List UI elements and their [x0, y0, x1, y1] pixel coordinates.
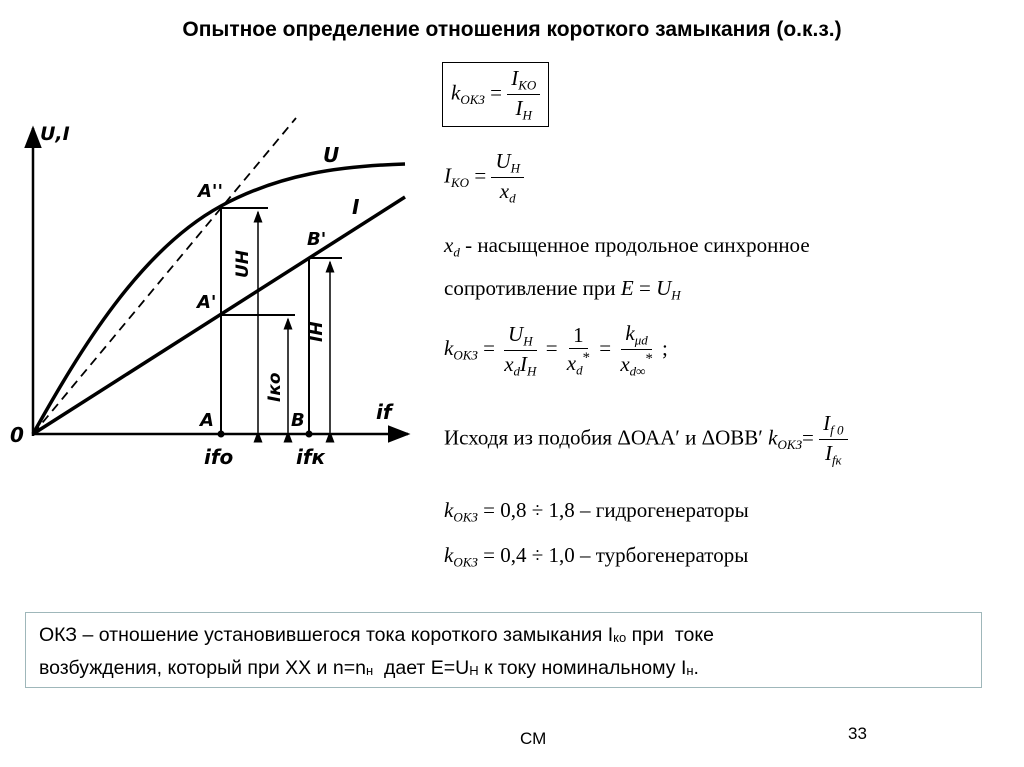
curve-u: [33, 164, 405, 434]
page-number: 33: [848, 724, 867, 743]
dim-uh-label: UH: [233, 249, 253, 278]
sub-fk: fк: [831, 452, 842, 468]
xd-description-line1: [444, 233, 810, 261]
symbol-k: k: [444, 336, 454, 361]
symbol-i: I: [824, 441, 832, 466]
sub-d: d: [576, 362, 583, 378]
def-sub-i: н: [686, 663, 694, 678]
fraction: [563, 324, 594, 377]
range-turbo: [444, 543, 748, 571]
symbol-i: I: [823, 411, 831, 435]
xd-description-line2: [444, 276, 681, 304]
symbol-u: U: [656, 276, 672, 300]
sub-h: H: [527, 363, 537, 379]
curve-i-label: I: [352, 195, 360, 219]
symbol-x: x: [499, 179, 510, 204]
def-line2-a: возбуждения, который при ХХ и n=n: [39, 657, 366, 679]
dim-iko-label: Iко: [265, 372, 285, 402]
y-axis-label: U,I: [40, 123, 70, 145]
sub-h: H: [510, 160, 521, 176]
semicolon: ;: [662, 336, 668, 361]
xd-description-text: - насыщенное продольное синхронное: [465, 233, 810, 257]
def-sub-ko: ко: [613, 630, 627, 645]
sub-d-inf: d∞: [629, 363, 646, 379]
symbol-u: U: [508, 321, 524, 346]
definition-line1: [39, 620, 969, 653]
fraction: [507, 67, 540, 122]
sub-h: H: [523, 333, 533, 349]
symbol-e: E: [620, 276, 634, 300]
def-sub-u: Н: [469, 663, 479, 678]
symbol-i: I: [444, 163, 451, 188]
symbol-x: x: [566, 350, 577, 375]
point-b-label: B: [291, 410, 305, 431]
equals: =: [802, 425, 814, 450]
tick-if0-label: ifo: [204, 445, 234, 469]
curve-u-label: U: [323, 143, 340, 167]
equals: =: [490, 80, 502, 105]
xd-description-text2: сопротивление при: [444, 276, 616, 300]
formula-similarity: [444, 412, 848, 467]
def-line2-b: дает E=U: [373, 657, 470, 679]
sub-okz: OKЗ: [460, 92, 485, 108]
sub-f0: f 0: [830, 422, 844, 438]
fraction: [616, 322, 656, 378]
slide-title: Опытное определение отношения короткого замыкания (о.к.з.): [182, 18, 842, 41]
dim-ih-label: IH: [307, 321, 327, 342]
symbol-k: k: [625, 321, 635, 345]
footer-label: СМ: [520, 729, 547, 748]
def-sub-n: н: [365, 663, 374, 678]
symbol-k: k: [451, 80, 461, 105]
air-gap-line: [33, 118, 296, 434]
definition-line2: [39, 653, 969, 686]
similarity-text: Исходя из подобия ΔОАА′ и ΔОВВ′: [444, 425, 763, 450]
equals: =: [545, 336, 558, 361]
formula-iko: [444, 150, 524, 205]
symbol-i: I: [520, 351, 528, 376]
tick-point-if0: [218, 431, 225, 438]
tick-ifk-label: ifк: [296, 445, 326, 469]
sub-d: d: [513, 363, 521, 379]
sub-mu-d: μd: [634, 332, 648, 348]
sub-okz: OKЗ: [777, 437, 803, 453]
symbol-k: k: [768, 425, 778, 450]
symbol-x: x: [620, 352, 630, 377]
sub-okz: OKЗ: [453, 347, 478, 363]
symbol-k: k: [444, 543, 454, 567]
formula-okz-expanded: [444, 322, 668, 378]
formula-okz-boxed: [442, 62, 549, 127]
symbol-i: I: [511, 66, 519, 90]
sub-okz: OKЗ: [453, 554, 478, 570]
def-part1: ОКЗ – отношение установившегося тока короткого замыкания I: [39, 624, 614, 646]
equals: =: [639, 276, 651, 300]
equals: =: [599, 336, 612, 361]
symbol-u: U: [495, 149, 511, 173]
fraction: [500, 323, 540, 378]
curve-i: [33, 197, 405, 434]
symbol-x: x: [504, 351, 514, 376]
range-hydro: [444, 498, 749, 526]
sub-d: d: [453, 244, 460, 260]
symbol-k: k: [444, 498, 454, 522]
turbo-text: = 0,4 ÷ 1,0 – турбогенераторы: [483, 543, 749, 567]
star: *: [645, 351, 653, 368]
sub-h: H: [671, 287, 681, 303]
equals: =: [483, 336, 495, 361]
fraction: [491, 150, 524, 205]
star: *: [582, 349, 590, 366]
number-one: 1: [573, 322, 584, 347]
sub-d: d: [509, 190, 516, 206]
def-part2: при токе: [626, 624, 714, 646]
sub-ko: KO: [451, 175, 470, 191]
tick-point-ifk: [306, 431, 313, 438]
origin-label: 0: [10, 423, 24, 447]
def-end: .: [693, 657, 699, 679]
okz-diagram: [0, 110, 430, 480]
point-a2-label: A'': [198, 181, 223, 202]
point-a-label: A: [200, 410, 214, 431]
x-axis-label: if: [376, 400, 392, 424]
definition-text: [39, 620, 969, 686]
symbol-i: I: [515, 96, 523, 121]
equals: =: [474, 163, 487, 188]
hydro-text: = 0,8 ÷ 1,8 – гидрогенераторы: [483, 498, 749, 522]
sub-h: H: [522, 107, 532, 123]
sub-okz: OKЗ: [453, 509, 478, 525]
sub-ko: KO: [518, 77, 537, 93]
def-line2-c: к току номинальному I: [478, 657, 687, 679]
fraction: [819, 412, 847, 467]
symbol-x: x: [444, 233, 454, 257]
point-b1-label: B': [307, 229, 327, 250]
point-a1-label: A': [197, 292, 217, 313]
